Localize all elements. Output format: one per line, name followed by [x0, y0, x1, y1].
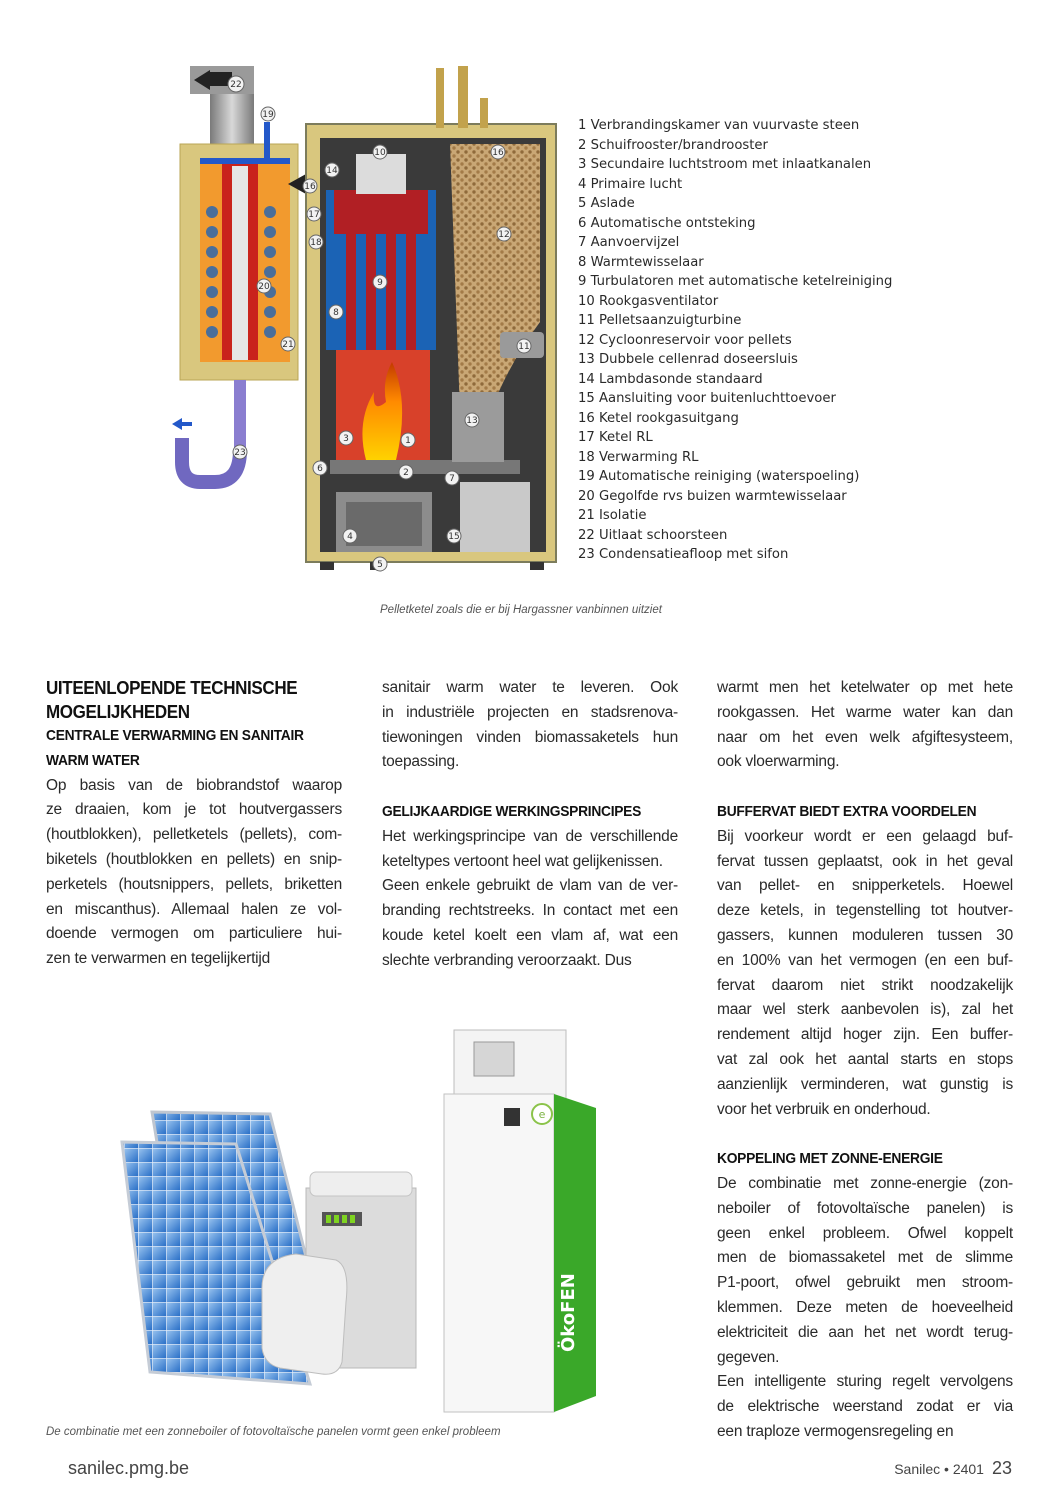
svg-text:13: 13	[466, 416, 478, 426]
text-line: Het werkingsprincipe van de verschillende	[382, 827, 678, 845]
footer-issue-info	[894, 1458, 1012, 1479]
article-title-line-2: MOGELIJKHEDEN	[46, 701, 190, 722]
marker-3	[339, 431, 353, 445]
marker-14	[325, 163, 339, 177]
text-line: een traploze vermogensregeling en	[717, 1422, 954, 1440]
text-line: vat zal ook het aantal starts en stops	[717, 1050, 1013, 1068]
article-title-line-1: UITEENLOPENDE TECHNISCHE	[46, 677, 298, 698]
text-line: elektriciteit die aan het net wordt terug-	[717, 1323, 1013, 1341]
text-line: voor het verbruik en onderhoud.	[717, 1100, 931, 1118]
text-line: Een intelligente sturing regelt vervolgens	[717, 1373, 1013, 1391]
legend-item: 21 Isolatie	[578, 508, 647, 523]
text-line: de elektrische weerstand zodat er via	[717, 1398, 1013, 1416]
text-line: biketels (houtblokken en pellets) en snip-	[46, 850, 342, 868]
subheading-solar-coupling: KOPPELING MET ZONNE-ENERGIE	[717, 1150, 943, 1168]
legend-item: 15 Aansluiting voor buitenluchttoevoer	[578, 391, 836, 406]
marker-8	[329, 305, 343, 319]
marker-21	[281, 337, 295, 351]
svg-text:4: 4	[347, 532, 353, 542]
footer-website-link[interactable]: sanilec.pmg.be	[68, 1458, 190, 1478]
text-line: tiewoningen vinden biomassaketels hun	[382, 728, 678, 746]
legend-item: 3 Secundaire luchtstroom met inlaatkanalen	[578, 157, 872, 172]
svg-text:2: 2	[403, 468, 409, 478]
svg-text:10: 10	[374, 148, 386, 158]
legend-item: 17 Ketel RL	[578, 430, 653, 445]
legend-item: 23 Condensatieafloop met sifon	[578, 547, 789, 562]
svg-text:15: 15	[448, 532, 460, 542]
text-line: en 100% van het vermogen (en een buf-	[717, 951, 1013, 969]
paragraph-buffer-tank	[717, 825, 1013, 1123]
marker-6	[313, 461, 327, 475]
svg-text:17: 17	[308, 210, 320, 220]
svg-text:8: 8	[333, 308, 339, 318]
svg-text:3: 3	[343, 434, 349, 444]
text-line: slechte verbranding veroorzaakt. Dus	[382, 951, 632, 969]
svg-text:22: 22	[230, 80, 242, 90]
legend-item: 8 Warmtewisselaar	[578, 254, 704, 270]
marker-9	[373, 275, 387, 289]
text-line: warmt men het ketelwater op met hete	[717, 679, 1013, 696]
legend-item: 20 Gegolfde rvs buizen warmtewisselaar	[578, 488, 847, 504]
article-column-2	[382, 676, 678, 974]
text-line: P1-poort, ofwel gebruikt men stroom-	[717, 1274, 1013, 1292]
svg-text:11: 11	[518, 342, 530, 352]
subheading-central-heating: CENTRALE VERWARMING EN SANITAIR	[46, 727, 304, 744]
text-line: zen te verwarmen en tegelijkertijd	[46, 950, 271, 968]
svg-text:23: 23	[234, 448, 246, 458]
legend-item: 16 Ketel rookgasuitgang	[578, 410, 739, 426]
text-line: en miscanthus). Allemaal halen ze vol-	[46, 900, 342, 918]
text-line: perketels (houtsnippers, pellets, briketten	[46, 875, 342, 893]
text-line: Op basis van de biobrandstof waarop	[46, 776, 342, 794]
legend-item: 14 Lambdasonde standaard	[578, 371, 763, 387]
diagram-legend	[578, 116, 918, 565]
text-line: koude ketel koelt een vlam af, wat een	[382, 926, 678, 944]
svg-text:9: 9	[377, 278, 383, 288]
svg-text:16: 16	[492, 148, 504, 158]
legend-item: 9 Turbulatoren met automatische ketelreiniging	[578, 274, 893, 289]
text-line: ook vloerwarming.	[717, 753, 840, 771]
svg-text:18: 18	[310, 238, 322, 248]
paragraph-sanitary-water	[382, 676, 678, 775]
marker-13	[465, 413, 479, 427]
text-line: branding rechtstreeks. In contact met een	[382, 902, 678, 920]
text-line: rookgassen. Het warme water kan dan	[717, 703, 1013, 721]
legend-item: 4 Primaire lucht	[578, 176, 683, 192]
svg-text:6: 6	[317, 464, 323, 474]
text-line: Bij voorkeur wordt er een gelaagd buf-	[717, 827, 1013, 845]
text-line: sanitair warm water te leveren. Ook	[382, 679, 678, 696]
marker-7	[445, 471, 459, 485]
legend-item: 2 Schuifrooster/brandrooster	[578, 137, 768, 153]
solar-panels-and-boiler-photo	[110, 1022, 620, 1418]
marker-16b	[491, 145, 505, 159]
marker-17	[307, 207, 321, 221]
text-line: rendement altijd hoger zijn. Een buffer-	[717, 1026, 1013, 1044]
text-line: klemmen. Deze meten de hoeveelheid	[717, 1298, 1013, 1316]
text-line: naar om het even welk afgiftesysteem,	[717, 728, 1013, 746]
marker-1	[401, 433, 415, 447]
marker-18	[309, 235, 323, 249]
legend-item: 11 Pelletsaanzuigturbine	[578, 313, 742, 328]
paragraph-working-principles	[382, 825, 678, 974]
svg-text:14: 14	[326, 166, 338, 176]
text-line: deze ketels, in tegenstelling tot houtver-	[717, 902, 1013, 920]
subheading-warm-water: WARM WATER	[46, 751, 140, 769]
svg-text:21: 21	[282, 340, 294, 350]
text-line: in industriële projecten en stadsrenova-	[382, 703, 678, 721]
legend-item: 6 Automatische ontsteking	[578, 215, 756, 231]
text-line: gassers, kunnen moduleren tussen 30	[717, 926, 1013, 944]
marker-11	[517, 339, 531, 353]
svg-text:5: 5	[377, 560, 383, 570]
svg-text:1: 1	[405, 436, 411, 446]
text-line: ze draaien, kom je tot houtvergassers	[46, 801, 342, 819]
text-line: doende vermogen om particuliere hui-	[46, 925, 342, 943]
svg-text:12: 12	[498, 230, 510, 240]
page-number: 23	[991, 1458, 1012, 1478]
text-line: gegeven.	[717, 1348, 780, 1366]
text-line: maar wel sterk aanbevolen is), zal het	[717, 1001, 1013, 1019]
photo-caption: De combinatie met een zonneboiler of fotovoltaïsche panelen vormt geen enkel probleem	[46, 1426, 501, 1438]
marker-10	[373, 145, 387, 159]
legend-item: 1 Verbrandingskamer van vuurvaste steen	[578, 118, 860, 133]
legend-item: 13 Dubbele cellenrad doseersluis	[578, 352, 798, 367]
article-column-1	[46, 676, 342, 972]
paragraph-flue-gases	[717, 676, 1013, 775]
svg-text:20: 20	[258, 282, 270, 292]
marker-12	[497, 227, 511, 241]
text-line: van pellet- en snipperketels. Hoewel	[717, 877, 1013, 895]
svg-text:16: 16	[304, 182, 316, 192]
marker-16a	[303, 179, 317, 193]
text-line: men de biomassaketel met de slimme	[717, 1249, 1013, 1267]
subheading-working-principles: GELIJKAARDIGE WERKINGSPRINCIPES	[382, 802, 642, 820]
marker-20	[257, 279, 271, 293]
text-line: fervat tussen geplaatst, ook in het geval	[717, 852, 1013, 870]
marker-2	[399, 465, 413, 479]
text-line: geen enkel probleem. Ofwel koppelt	[717, 1224, 1013, 1242]
article-column-3	[717, 676, 1013, 1445]
marker-23	[233, 445, 247, 459]
marker-15	[447, 529, 461, 543]
paragraph-solar-coupling	[717, 1172, 1013, 1445]
text-line: keteltypes vertoont heel wat gelijkenissen.	[382, 852, 663, 870]
marker-19	[261, 107, 275, 121]
svg-text:19: 19	[262, 110, 274, 120]
boiler-brand-label: ÖkoFEN	[558, 1273, 579, 1352]
text-line: neboiler of fotovoltaïsche panelen) is	[717, 1199, 1013, 1217]
diagram-caption: Pelletketel zoals die er bij Hargassner vanbinnen uitziet	[380, 604, 662, 616]
legend-item: 18 Verwarming RL	[578, 449, 699, 465]
legend-item: 22 Uitlaat schoorsteen	[578, 527, 728, 543]
legend-item: 5 Aslade	[578, 196, 635, 211]
marker-5	[373, 557, 387, 571]
legend-item: 19 Automatische reiniging (waterspoeling)	[578, 469, 860, 484]
svg-text:e: e	[538, 1108, 546, 1121]
text-line: (houtblokken), pelletketels (pellets), com-	[46, 826, 342, 844]
subheading-buffer-tank: BUFFERVAT BIEDT EXTRA VOORDELEN	[717, 802, 977, 820]
legend-item: 12 Cycloonreservoir voor pellets	[578, 332, 792, 348]
legend-item: 7 Aanvoervijzel	[578, 235, 680, 250]
marker-22	[228, 76, 244, 92]
svg-text:7: 7	[449, 474, 455, 484]
text-line: aanzienlijk verminderen, wat gunstig is	[717, 1075, 1013, 1093]
marker-4	[343, 529, 357, 543]
text-line: De combinatie met zonne-energie (zon-	[717, 1174, 1013, 1192]
legend-item: 10 Rookgasventilator	[578, 293, 719, 309]
footer-issue: Sanilec • 2401	[894, 1461, 984, 1477]
pellet-boiler-cutaway-diagram	[160, 62, 580, 582]
text-line: toepassing.	[382, 753, 460, 771]
text-line: fervat daarom niet strikt noodzakelijk	[717, 976, 1013, 994]
text-line: Geen enkele gebruikt de vlam van de ver-	[382, 877, 678, 895]
paragraph-biofuel-types	[46, 774, 342, 972]
